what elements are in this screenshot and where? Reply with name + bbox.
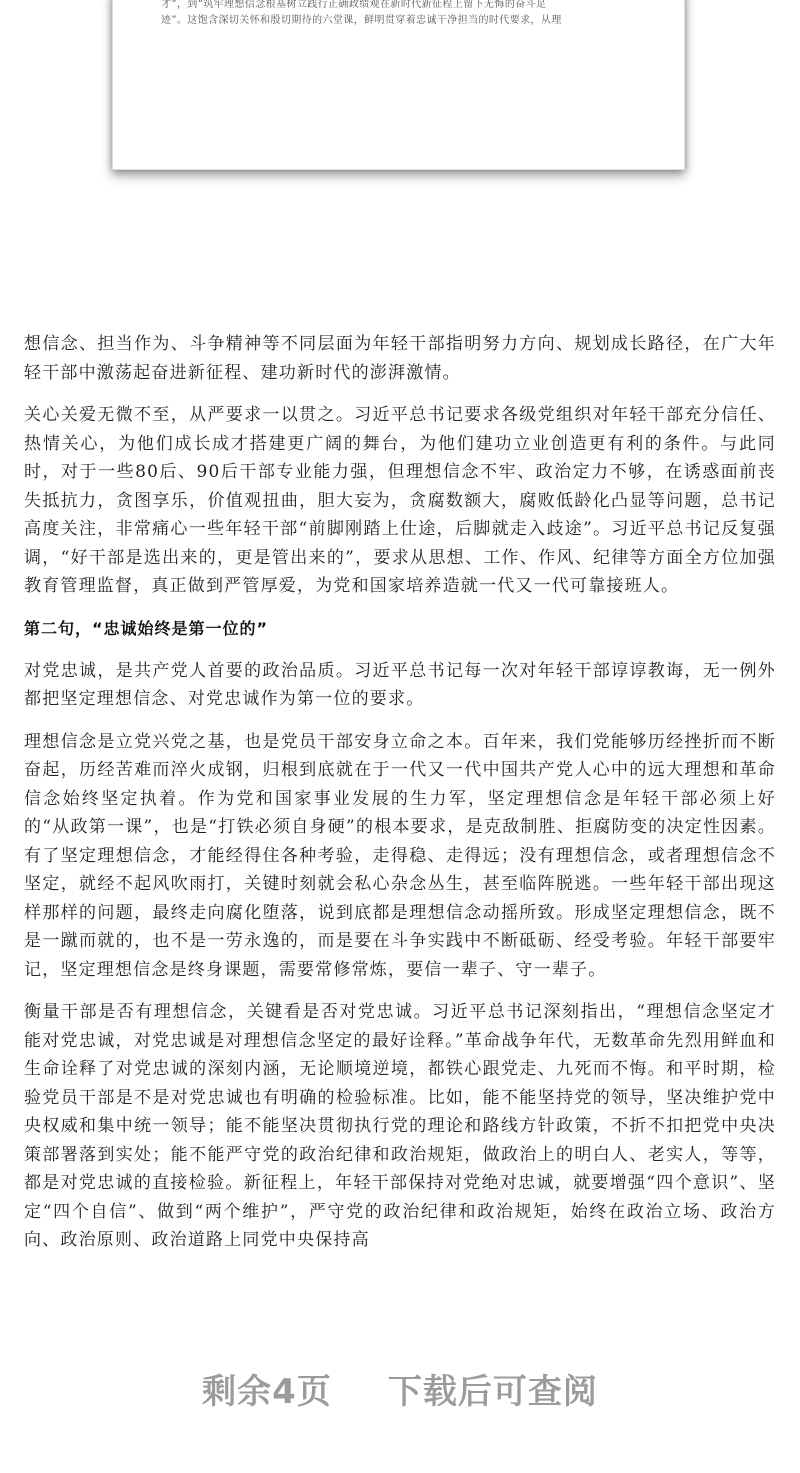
paragraph-5: 衡量干部是否有理想信念，关键看是否对党忠诚。习近平总书记深刻指出，“理想信念坚定才能对党忠诚，对党忠诚是对理想信念坚定的最好诠释。”革命战争年代，无数革命先烈用鲜血和生命诠释了对党忠诚的深刻内涵，无论顺境逆境，都铁心跟党走、九死而不悔。和平时期，检验党员干部是不是对党忠诚也有明确的检验标准。比如，能不能坚持党的领导，坚决维护党中央权威和集中统一领导；能不能坚决贯彻执行党的理论和路线方针政策，不折不扣把党中央决策部署落到实处；能不能严守党的政治纪律和政治规矩，做政治上的明白人、老实人，等等，都是对党忠诚的直接检验。新征程上，年轻干部保持对党绝对忠诚，就要增强“四个意识”、坚定“四个自信”、做到“两个维护”，严守党的政治纪律和政治规矩，始终在政治立场、政治方向、政治原则、政治道路上同党中央保持高 <box>24 1002 776 1250</box>
preview-line-1: 才”，到“筑牢理想信念根基树立践行正确政绩观在新时代新征程上留下无悔的奋斗足 <box>161 0 547 10</box>
preview-page-card <box>112 0 685 170</box>
download-to-view-label[interactable]: 下载后可查阅 <box>387 1372 598 1412</box>
preview-card-text <box>161 0 644 29</box>
remaining-pages-label: 剩余4页 <box>202 1372 332 1412</box>
article-body <box>24 330 776 1269</box>
paragraph-3: 对党忠诚，是共产党人首要的政治品质。习近平总书记每一次对年轻干部谆谆教诲，无一例外都把坚定理想信念、对党忠诚作为第一位的要求。 <box>24 660 776 709</box>
paragraph-4: 理想信念是立党兴党之基，也是党员干部安身立命之本。百年来，我们党能够历经挫折而不断奋起，历经苦难而淬火成钢，归根到底就在于一代又一代中国共产党人心中的远大理想和革命信念始终坚定执着。作为党和国家事业发展的生力军，坚定理想信念是年轻干部必须上好的“从政第一课”，也是“打铁必须自身硬”的根本要求，是克敌制胜、拒腐防变的决定性因素。有了坚定理想信念，才能经得住各种考验，走得稳、走得远；没有理想信念，或者理想信念不坚定，就经不起风吹雨打，关键时刻就会私心杂念丛生，甚至临阵脱逃。一些年轻干部出现这样那样的问题，最终走向腐化堕落，说到底都是理想信念动摇所致。形成坚定理想信念，既不是一蹴而就的，也不是一劳永逸的，而是要在斗争实践中不断砥砺、经受考验。年轻干部要牢记，坚定理想信念是终身课题，需要常修常炼，要信一辈子、守一辈子。 <box>24 731 776 980</box>
paragraph-1: 想信念、担当作为、斗争精神等不同层面为年轻干部指明努力方向、规划成长路径，在广大年轻干部中激荡起奋进新征程、建功新时代的澎湃激情。 <box>24 334 776 383</box>
section-title: 第二句，“忠诚始终是第一位的” <box>24 618 269 638</box>
paragraph-2: 关心关爱无微不至，从严要求一以贯之。习近平总书记要求各级党组织对年轻干部充分信任、热情关心，为他们成长成才搭建更广阔的舞台，为他们建功立业创造更有利的条件。与此同时，对于一些80后、90后干部专业能力强，但理想信念不牢、政治定力不够，在诱惑面前丧失抵抗力，贪图享乐，价值观扭曲，胆大妄为，贪腐数额大，腐败低龄化凸显等问题，总书记高度关注，非常痛心一些年轻干部“前脚刚踏上仕途，后脚就走入歧途”。习近平总书记反复强调，“好干部是选出来的，更是管出来的”，要求从思想、工作、作风、纪律等方面全方位加强教育管理监督，真正做到严管厚爱，为党和国家培养造就一代又一代可靠接班人。 <box>24 405 776 596</box>
preview-line-2: 迹”。这饱含深切关怀和殷切期待的六堂课，鲜明贯穿着忠诚干净担当的时代要求，从理 <box>161 15 562 26</box>
download-prompt[interactable] <box>0 1362 800 1422</box>
